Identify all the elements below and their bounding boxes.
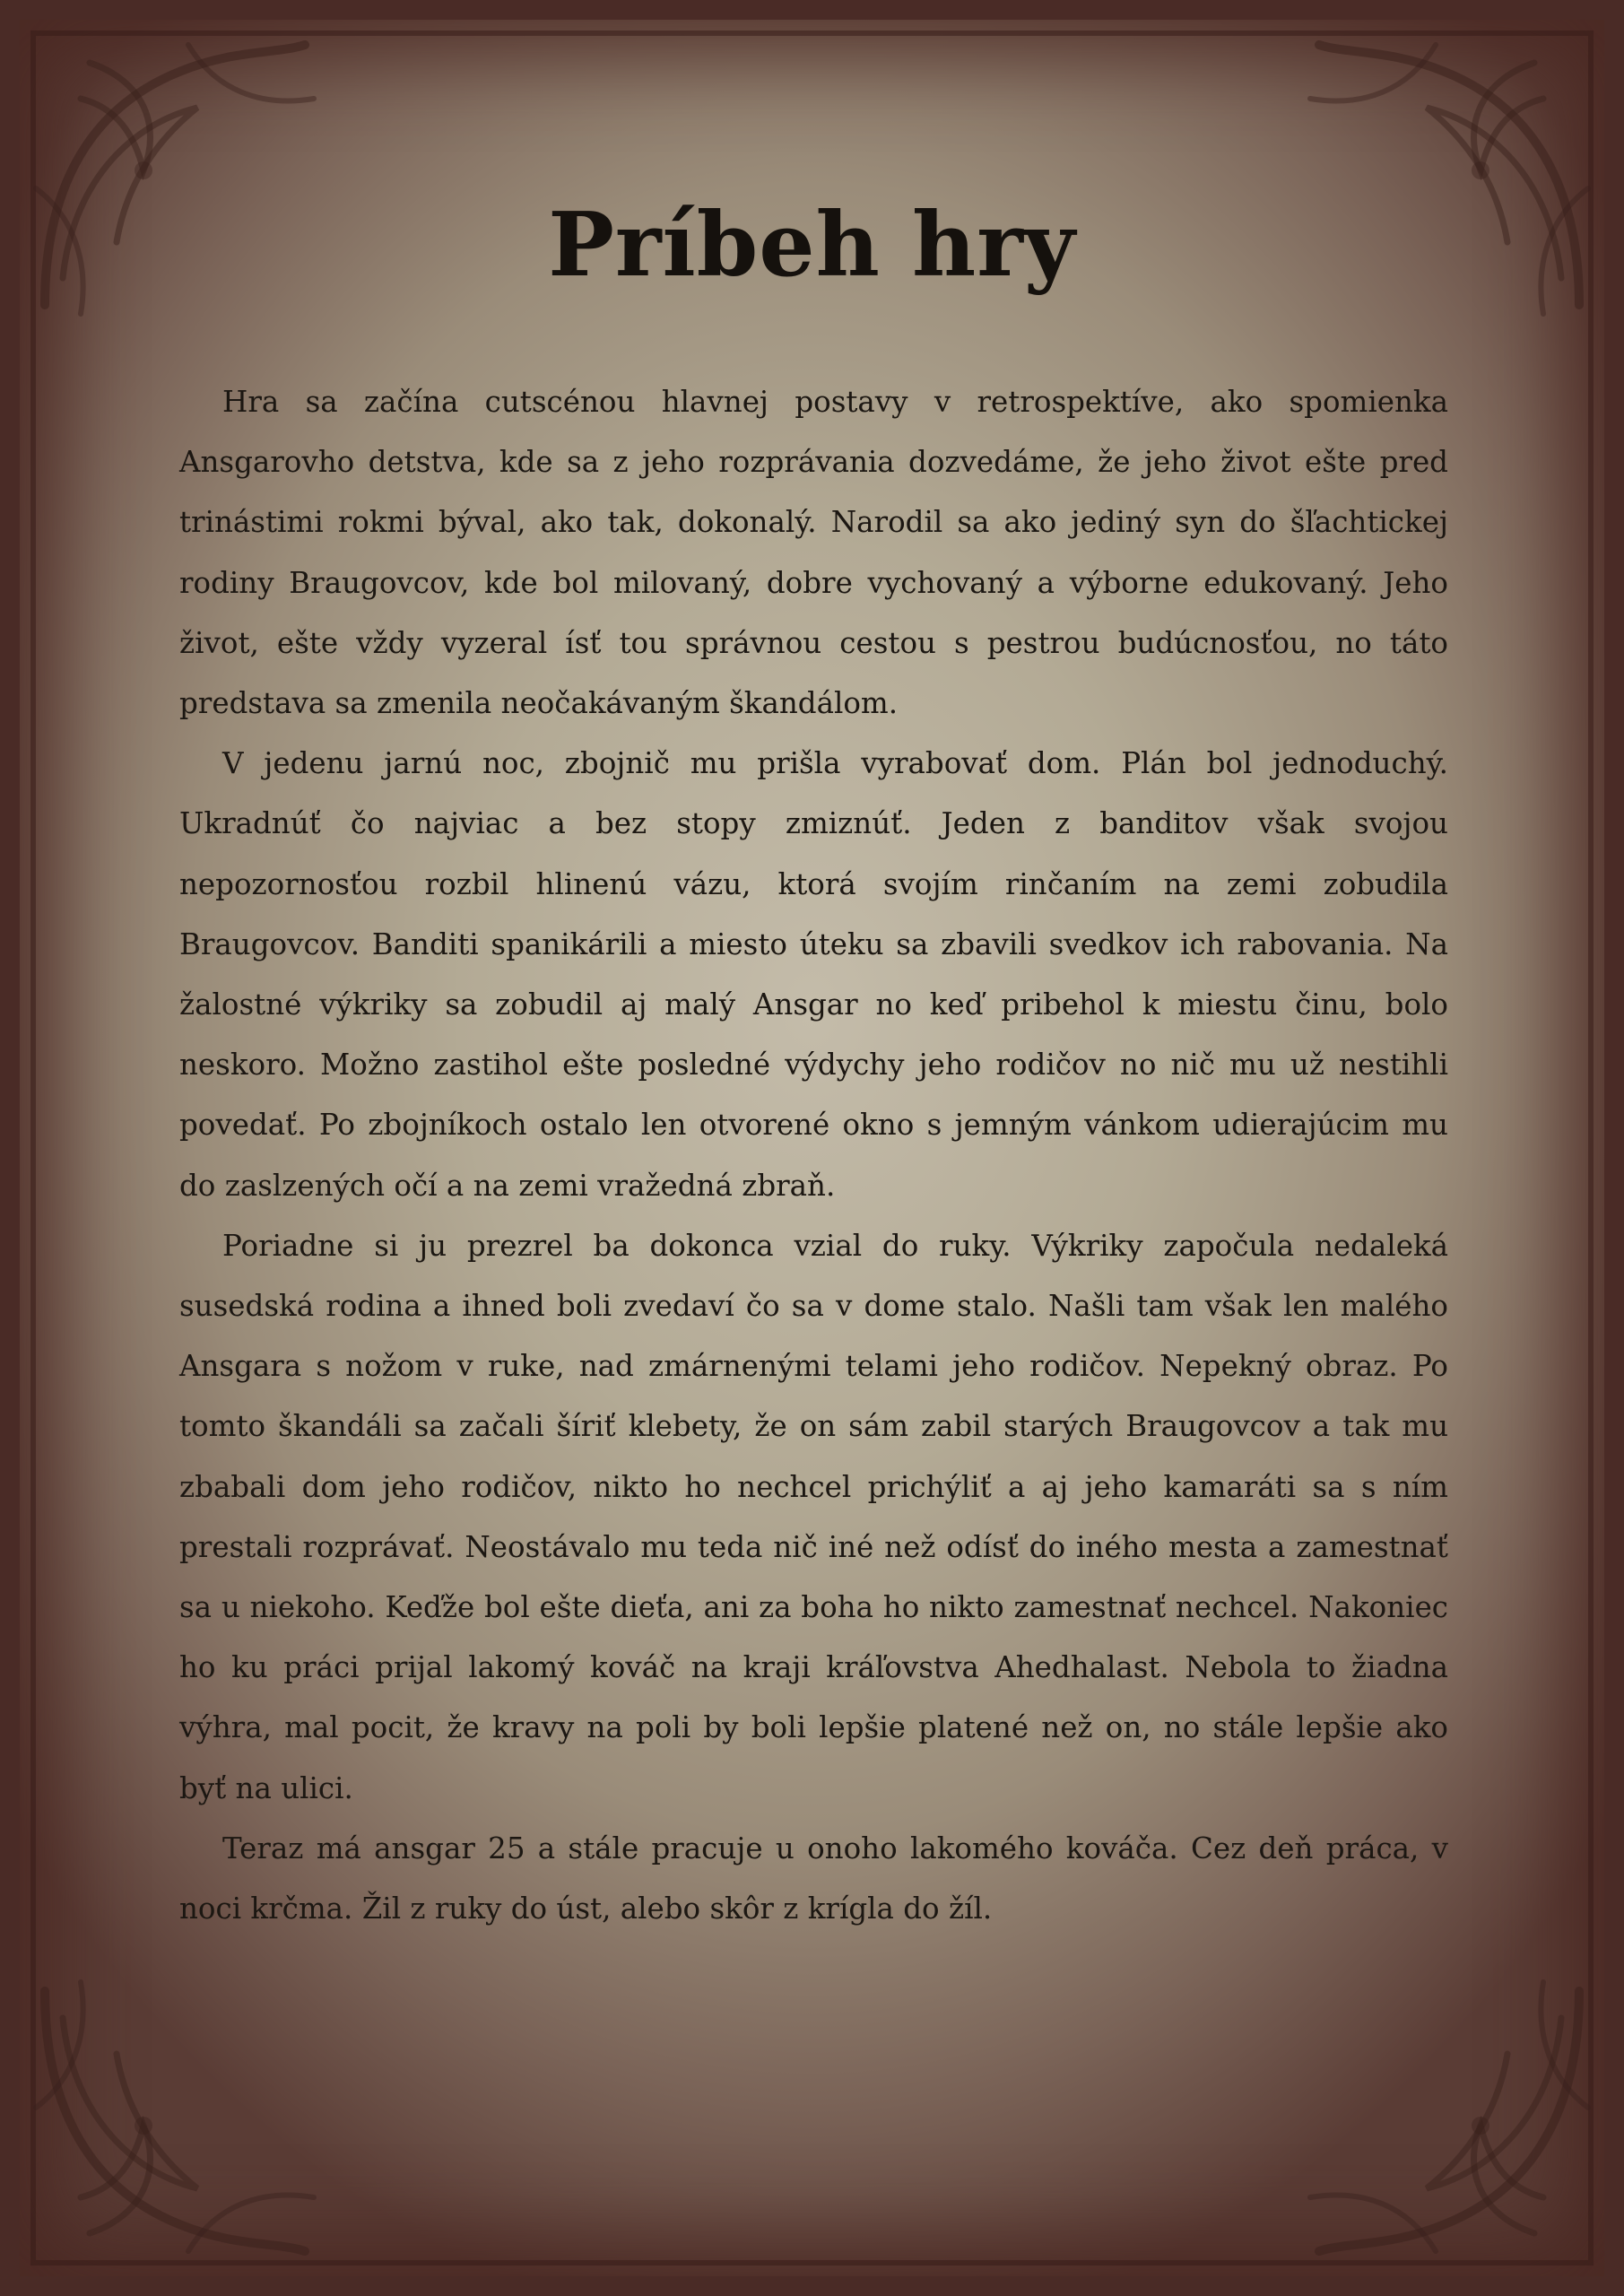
story-paragraph: Hra sa začína cutscénou hlavnej postavy v retrospektíve, ako spomienka Ansgarovho detstva, kde sa z jeho rozprávania dozvedáme, že jeho život ešte pred trinástimi rokmi býval, ako tak, dokonalý. Narodil sa ako jediný syn do šľachtickej rodiny Braugovcov, kde bol milovaný, dobre vychovaný a výborne edukovaný. Jeho život, ešte vždy vyzeral ísť tou správnou cestou s pestrou budúcnosťou, no táto predstava sa zmenila neočakávaným škandálom. [179,385,1448,721]
story-text [179,372,1448,1939]
page-title: Príbeh hry [548,193,1076,297]
story-paragraph: Teraz má ansgar 25 a stále pracuje u onoho lakomého kováča. Cez deň práca, v noci krčma. Žil z ruky do úst, alebo skôr z krígla do žíl. [179,1831,1448,1926]
story-paragraph: V jedenu jarnú noc, zbojnič mu prišla vyrabovať dom. Plán bol jednoduchý. Ukradnúť čo najviac a bez stopy zmiznúť. Jeden z banditov však svojou nepozornosťou rozbil hlinenú vázu, ktorá svojím rinčaním na zemi zobudila Braugovcov. Banditi spanikárili a miesto úteku sa zbavili svedkov ich rabovania. Na žalostné výkriky sa zobudil aj malý Ansgar no keď pribehol k miestu činu, bolo neskoro. Možno zastihol ešte posledné výdychy jeho rodičov no nič mu už nestihli povedať. Po zbojníkoch ostalo len otvorené okno s jemným vánkom udierajúcim mu do zaslzených očí a na zemi vražedná zbraň. [179,746,1448,1203]
corner-flourish-icon [1292,1964,1615,2287]
story-paragraph: Poriadne si ju prezrel ba dokonca vzial do ruky. Výkriky započula nedaleká susedská rodina a ihned boli zvedaví čo sa v dome stalo. Našli tam však len malého Ansgara s nožom v ruke, nad zmárnenými telami jeho rodičov. Nepekný obraz. Po tomto škandáli sa začali šíriť klebety, že on sám zabil starých Braugovcov a tak mu zbabali dom jeho rodičov, nikto ho nechcel prichýliť a aj jeho kamaráti sa s ním prestali rozprávať. Neostávalo mu teda nič iné než odísť do iného mesta a zamestnať sa u niekoho. Keďže bol ešte dieťa, ani za boha ho nikto zamestnať nechcel. Nakoniec ho ku práci prijal lakomý kováč na kraji kráľovstva Ahedhalast. Nebola to žiadna výhra, mal pocit, že kravy na poli by boli lepšie platené než on, no stále lepšie ako byť na ulici. [179,1228,1448,1805]
corner-flourish-icon [9,1964,332,2287]
